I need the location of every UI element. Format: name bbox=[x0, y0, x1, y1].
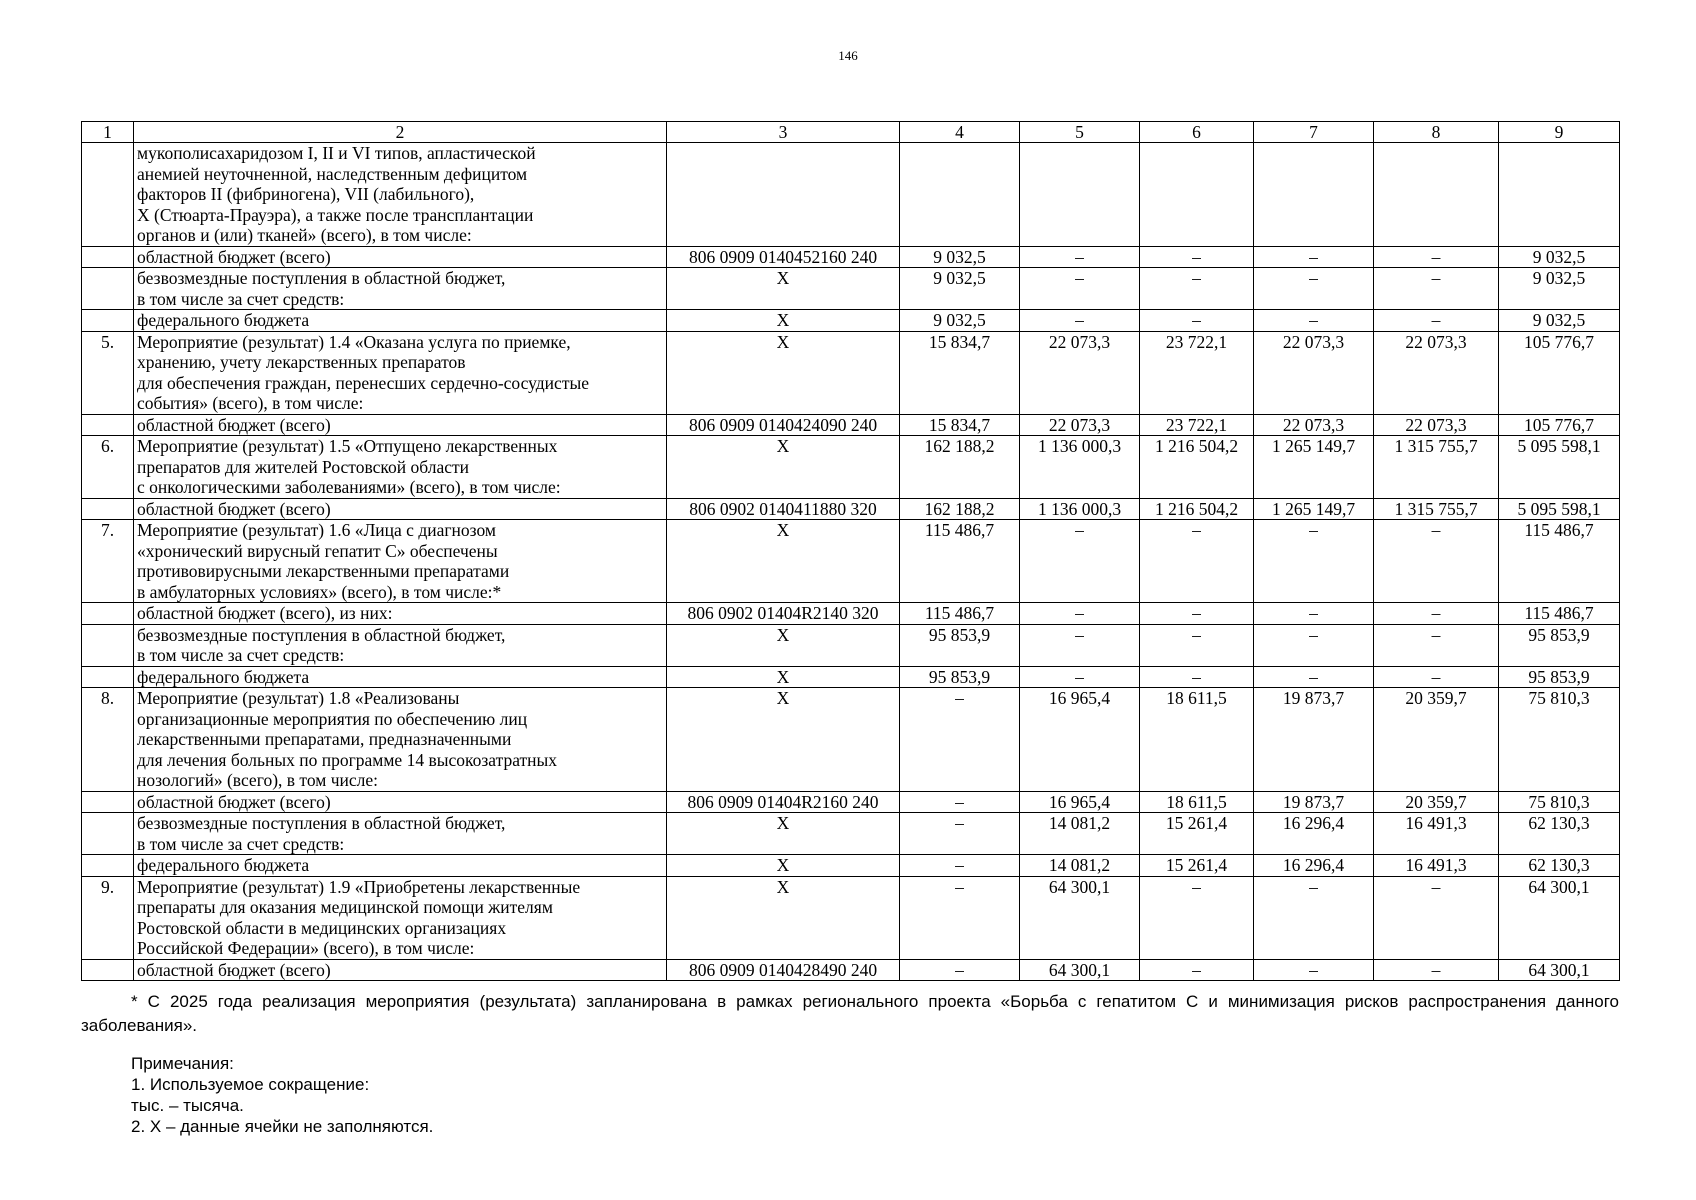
value-cell bbox=[1254, 143, 1374, 247]
value-cell: 18 611,5 bbox=[1140, 791, 1254, 813]
budget-code-cell: X bbox=[667, 310, 900, 332]
value-cell: – bbox=[1374, 666, 1499, 688]
table-row bbox=[82, 310, 1620, 332]
description-cell: областной бюджет (всего) bbox=[134, 246, 667, 268]
value-cell: 16 491,3 bbox=[1374, 855, 1499, 877]
total-cell: 5 095 598,1 bbox=[1499, 436, 1620, 499]
table-row bbox=[82, 143, 1620, 247]
value-cell: 20 359,7 bbox=[1374, 791, 1499, 813]
value-cell: – bbox=[1020, 666, 1140, 688]
value-cell: – bbox=[900, 813, 1020, 855]
value-cell: 1 136 000,3 bbox=[1020, 436, 1140, 499]
table-row bbox=[82, 855, 1620, 877]
budget-code-cell: X bbox=[667, 436, 900, 499]
value-cell: 14 081,2 bbox=[1020, 855, 1140, 877]
value-cell: 20 359,7 bbox=[1374, 688, 1499, 792]
description-cell: областной бюджет (всего) bbox=[134, 414, 667, 436]
value-cell: – bbox=[1020, 603, 1140, 625]
table-row bbox=[82, 246, 1620, 268]
table-row bbox=[82, 791, 1620, 813]
total-cell: 115 486,7 bbox=[1499, 603, 1620, 625]
value-cell: – bbox=[1254, 246, 1374, 268]
budget-code-cell: X bbox=[667, 624, 900, 666]
row-number-cell: 6. bbox=[82, 436, 134, 499]
description-cell: Мероприятие (результат) 1.4 «Оказана услуга по приемке, хранению, учету лекарственных препаратов для обеспечения граждан, перенесших сердечно-сосудистые события» (всего), в том числе: bbox=[134, 331, 667, 414]
value-cell: – bbox=[1140, 520, 1254, 603]
value-cell: 16 965,4 bbox=[1020, 688, 1140, 792]
description-cell: безвозмездные поступления в областной бюджет, в том числе за счет средств: bbox=[134, 813, 667, 855]
value-cell: – bbox=[1020, 246, 1140, 268]
row-number-cell bbox=[82, 624, 134, 666]
value-cell: 22 073,3 bbox=[1374, 414, 1499, 436]
footnote: * С 2025 года реализация мероприятия (результата) запланирована в рамках регионального проекта «Борьба с гепатитом С и минимизация рисков распространения данного заболевания». bbox=[81, 992, 1619, 1035]
value-cell: 115 486,7 bbox=[900, 603, 1020, 625]
budget-table bbox=[81, 121, 1620, 981]
value-cell: 19 873,7 bbox=[1254, 791, 1374, 813]
value-cell: 162 188,2 bbox=[900, 498, 1020, 520]
value-cell: – bbox=[1020, 310, 1140, 332]
total-cell: 62 130,3 bbox=[1499, 855, 1620, 877]
budget-code-cell: X bbox=[667, 688, 900, 792]
value-cell: 1 315 755,7 bbox=[1374, 436, 1499, 499]
value-cell: 15 834,7 bbox=[900, 414, 1020, 436]
value-cell: 9 032,5 bbox=[900, 246, 1020, 268]
value-cell: 22 073,3 bbox=[1020, 414, 1140, 436]
row-number-cell bbox=[82, 603, 134, 625]
value-cell: 23 722,1 bbox=[1140, 331, 1254, 414]
budget-code-cell: 806 0902 01404R2140 320 bbox=[667, 603, 900, 625]
table-row bbox=[82, 688, 1620, 792]
row-number-cell bbox=[82, 498, 134, 520]
value-cell: 14 081,2 bbox=[1020, 813, 1140, 855]
table-row bbox=[82, 498, 1620, 520]
note-line: тыс. – тысяча. bbox=[131, 1096, 244, 1115]
description-cell: областной бюджет (всего) bbox=[134, 498, 667, 520]
total-cell: 64 300,1 bbox=[1499, 876, 1620, 959]
budget-code-cell: X bbox=[667, 666, 900, 688]
value-cell bbox=[1140, 143, 1254, 247]
header-cell: 6 bbox=[1140, 122, 1254, 143]
description-cell: безвозмездные поступления в областной бюджет, в том числе за счет средств: bbox=[134, 268, 667, 310]
value-cell: 22 073,3 bbox=[1020, 331, 1140, 414]
value-cell bbox=[1374, 143, 1499, 247]
table-row bbox=[82, 959, 1620, 981]
total-cell: 95 853,9 bbox=[1499, 666, 1620, 688]
description-cell: областной бюджет (всего) bbox=[134, 791, 667, 813]
value-cell: 15 261,4 bbox=[1140, 813, 1254, 855]
header-cell: 7 bbox=[1254, 122, 1374, 143]
row-number-cell bbox=[82, 791, 134, 813]
row-number-cell: 9. bbox=[82, 876, 134, 959]
value-cell: – bbox=[1140, 246, 1254, 268]
row-number-cell: 8. bbox=[82, 688, 134, 792]
header-row bbox=[82, 122, 1620, 143]
total-cell: 9 032,5 bbox=[1499, 268, 1620, 310]
value-cell: 64 300,1 bbox=[1020, 959, 1140, 981]
header-cell: 4 bbox=[900, 122, 1020, 143]
value-cell: 162 188,2 bbox=[900, 436, 1020, 499]
description-cell: безвозмездные поступления в областной бюджет, в том числе за счет средств: bbox=[134, 624, 667, 666]
value-cell: 95 853,9 bbox=[900, 624, 1020, 666]
budget-code-cell: X bbox=[667, 855, 900, 877]
value-cell: – bbox=[1140, 876, 1254, 959]
total-cell: 62 130,3 bbox=[1499, 813, 1620, 855]
budget-code-cell bbox=[667, 143, 900, 247]
value-cell: 1 265 149,7 bbox=[1254, 436, 1374, 499]
total-cell: 75 810,3 bbox=[1499, 688, 1620, 792]
table-row bbox=[82, 268, 1620, 310]
total-cell bbox=[1499, 143, 1620, 247]
header-cell: 8 bbox=[1374, 122, 1499, 143]
value-cell: – bbox=[1254, 666, 1374, 688]
value-cell: 22 073,3 bbox=[1374, 331, 1499, 414]
value-cell: 1 216 504,2 bbox=[1140, 498, 1254, 520]
value-cell: – bbox=[1374, 959, 1499, 981]
value-cell: 22 073,3 bbox=[1254, 414, 1374, 436]
value-cell: – bbox=[1254, 310, 1374, 332]
header-cell: 5 bbox=[1020, 122, 1140, 143]
value-cell: – bbox=[900, 791, 1020, 813]
value-cell: 1 136 000,3 bbox=[1020, 498, 1140, 520]
description-cell: Мероприятие (результат) 1.5 «Отпущено лекарственных препаратов для жителей Ростовской области с онкологическими заболеваниями» (всего), в том числе: bbox=[134, 436, 667, 499]
total-cell: 9 032,5 bbox=[1499, 246, 1620, 268]
value-cell: – bbox=[1374, 603, 1499, 625]
description-cell: федерального бюджета bbox=[134, 855, 667, 877]
budget-code-cell: X bbox=[667, 520, 900, 603]
value-cell: 9 032,5 bbox=[900, 268, 1020, 310]
value-cell: 18 611,5 bbox=[1140, 688, 1254, 792]
notes bbox=[131, 1053, 433, 1137]
value-cell: – bbox=[1254, 624, 1374, 666]
row-number-cell: 7. bbox=[82, 520, 134, 603]
description-cell: областной бюджет (всего), из них: bbox=[134, 603, 667, 625]
row-number-cell bbox=[82, 268, 134, 310]
table-row bbox=[82, 520, 1620, 603]
value-cell: – bbox=[1254, 876, 1374, 959]
value-cell: 9 032,5 bbox=[900, 310, 1020, 332]
row-number-cell bbox=[82, 143, 134, 247]
row-number-cell bbox=[82, 246, 134, 268]
value-cell: – bbox=[1020, 520, 1140, 603]
value-cell: – bbox=[1020, 268, 1140, 310]
description-cell: Мероприятие (результат) 1.6 «Лица с диагнозом «хронический вирусный гепатит С» обеспечены противовирусными лекарственными препаратами в амбулаторных условиях» (всего), в том числе:* bbox=[134, 520, 667, 603]
value-cell: – bbox=[1140, 310, 1254, 332]
total-cell: 95 853,9 bbox=[1499, 624, 1620, 666]
table-row bbox=[82, 331, 1620, 414]
row-number-cell bbox=[82, 310, 134, 332]
table-header bbox=[82, 122, 1620, 143]
total-cell: 115 486,7 bbox=[1499, 520, 1620, 603]
budget-code-cell: 806 0909 01404R2160 240 bbox=[667, 791, 900, 813]
page-number: 146 bbox=[838, 48, 858, 63]
budget-code-cell: 806 0909 0140452160 240 bbox=[667, 246, 900, 268]
value-cell: – bbox=[1140, 268, 1254, 310]
value-cell: – bbox=[1374, 268, 1499, 310]
budget-code-cell: X bbox=[667, 268, 900, 310]
value-cell: 22 073,3 bbox=[1254, 331, 1374, 414]
value-cell: 23 722,1 bbox=[1140, 414, 1254, 436]
budget-code-cell: 806 0909 0140428490 240 bbox=[667, 959, 900, 981]
value-cell bbox=[1020, 143, 1140, 247]
value-cell: 1 315 755,7 bbox=[1374, 498, 1499, 520]
header-cell: 2 bbox=[134, 122, 667, 143]
value-cell: – bbox=[1254, 520, 1374, 603]
table-row bbox=[82, 666, 1620, 688]
value-cell: – bbox=[1374, 310, 1499, 332]
row-number-cell bbox=[82, 813, 134, 855]
table-body bbox=[82, 143, 1620, 981]
value-cell: 15 261,4 bbox=[1140, 855, 1254, 877]
value-cell bbox=[900, 143, 1020, 247]
row-number-cell bbox=[82, 666, 134, 688]
value-cell: 19 873,7 bbox=[1254, 688, 1374, 792]
value-cell: 16 296,4 bbox=[1254, 855, 1374, 877]
row-number-cell bbox=[82, 855, 134, 877]
value-cell: – bbox=[1374, 520, 1499, 603]
description-cell: федерального бюджета bbox=[134, 666, 667, 688]
value-cell: – bbox=[1254, 959, 1374, 981]
value-cell: – bbox=[1254, 603, 1374, 625]
value-cell: – bbox=[900, 876, 1020, 959]
description-cell: Мероприятие (результат) 1.8 «Реализованы организационные мероприятия по обеспечению лиц лекарственными препаратами, предназначенными для лечения больных по программе 14 высокозатратных нозологий» (всего), в том числе: bbox=[134, 688, 667, 792]
budget-code-cell: X bbox=[667, 813, 900, 855]
value-cell: 64 300,1 bbox=[1020, 876, 1140, 959]
value-cell: – bbox=[1254, 268, 1374, 310]
table-row bbox=[82, 414, 1620, 436]
budget-code-cell: 806 0902 0140411880 320 bbox=[667, 498, 900, 520]
value-cell: – bbox=[1374, 246, 1499, 268]
table-row bbox=[82, 876, 1620, 959]
description-cell: Мероприятие (результат) 1.9 «Приобретены лекарственные препараты для оказания медицинской помощи жителям Ростовской области в медицинских организациях Российской Федерации» (всего), в том числе: bbox=[134, 876, 667, 959]
value-cell: – bbox=[1374, 876, 1499, 959]
value-cell: 15 834,7 bbox=[900, 331, 1020, 414]
value-cell: – bbox=[900, 855, 1020, 877]
value-cell: 16 965,4 bbox=[1020, 791, 1140, 813]
total-cell: 5 095 598,1 bbox=[1499, 498, 1620, 520]
value-cell: 115 486,7 bbox=[900, 520, 1020, 603]
header-cell: 3 bbox=[667, 122, 900, 143]
description-cell: федерального бюджета bbox=[134, 310, 667, 332]
value-cell: – bbox=[1140, 603, 1254, 625]
row-number-cell bbox=[82, 959, 134, 981]
value-cell: – bbox=[1140, 624, 1254, 666]
value-cell: 16 491,3 bbox=[1374, 813, 1499, 855]
budget-code-cell: X bbox=[667, 876, 900, 959]
value-cell: 16 296,4 bbox=[1254, 813, 1374, 855]
table-row bbox=[82, 603, 1620, 625]
value-cell: – bbox=[1140, 959, 1254, 981]
total-cell: 105 776,7 bbox=[1499, 331, 1620, 414]
total-cell: 9 032,5 bbox=[1499, 310, 1620, 332]
table-row bbox=[82, 813, 1620, 855]
row-number-cell: 5. bbox=[82, 331, 134, 414]
total-cell: 105 776,7 bbox=[1499, 414, 1620, 436]
budget-code-cell: 806 0909 0140424090 240 bbox=[667, 414, 900, 436]
value-cell: 95 853,9 bbox=[900, 666, 1020, 688]
description-cell: мукополисахаридозом I, II и VI типов, апластической анемией неуточненной, наследственным дефицитом факторов II (фибриногена), VII (лабильного), X (Стюарта-Прауэра), а также после трансплантации органов и (или) тканей» (всего), в том числе: bbox=[134, 143, 667, 247]
total-cell: 64 300,1 bbox=[1499, 959, 1620, 981]
table-row bbox=[82, 436, 1620, 499]
value-cell: 1 265 149,7 bbox=[1254, 498, 1374, 520]
notes-title: Примечания: bbox=[131, 1054, 234, 1073]
value-cell: – bbox=[1140, 666, 1254, 688]
budget-code-cell: X bbox=[667, 331, 900, 414]
note-line: 2. X – данные ячейки не заполняются. bbox=[131, 1117, 434, 1136]
value-cell: – bbox=[1374, 624, 1499, 666]
value-cell: 1 216 504,2 bbox=[1140, 436, 1254, 499]
note-line: 1. Используемое сокращение: bbox=[131, 1075, 370, 1094]
value-cell: – bbox=[1020, 624, 1140, 666]
value-cell: – bbox=[900, 959, 1020, 981]
value-cell: – bbox=[900, 688, 1020, 792]
total-cell: 75 810,3 bbox=[1499, 791, 1620, 813]
header-cell: 9 bbox=[1499, 122, 1620, 143]
header-cell: 1 bbox=[82, 122, 134, 143]
row-number-cell bbox=[82, 414, 134, 436]
description-cell: областной бюджет (всего) bbox=[134, 959, 667, 981]
table-row bbox=[82, 624, 1620, 666]
